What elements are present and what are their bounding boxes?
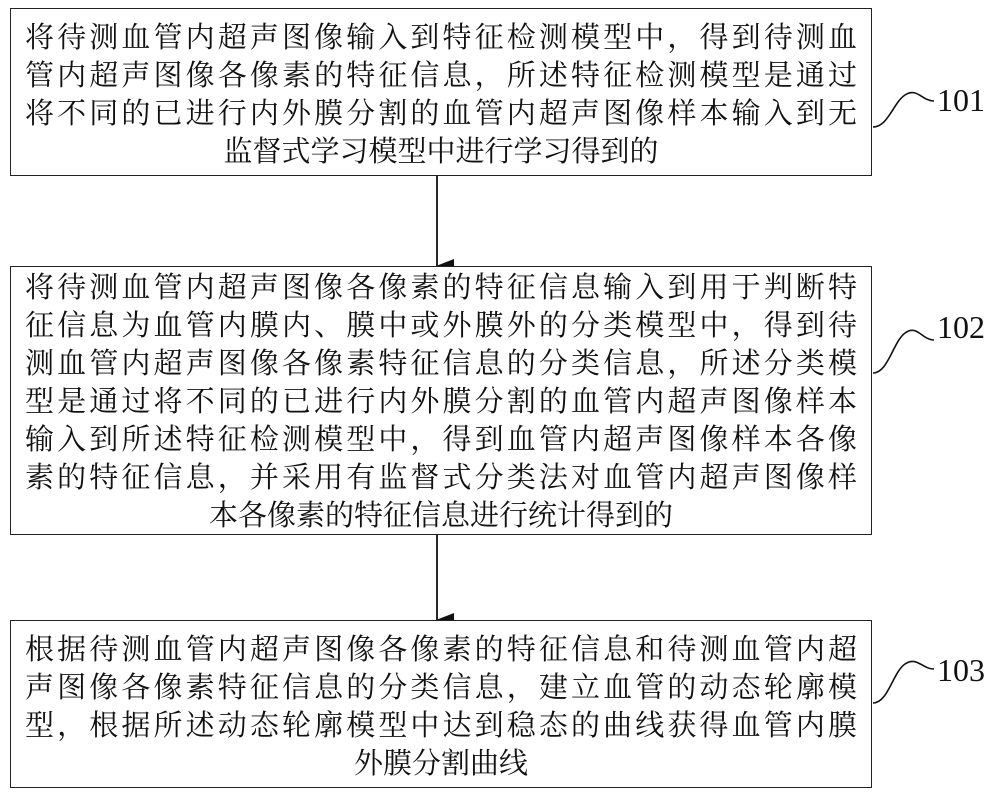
step-label-101: 101 — [937, 82, 985, 118]
step-103-line-2: 声图像各像素特征信息的分类信息，建立血管的动态轮廓模 — [25, 670, 857, 704]
step-label-102: 102 — [937, 309, 985, 345]
leader-curve-103 — [873, 661, 934, 703]
step-102-line-2: 征信息为血管内膜内、膜中或外膜外的分类模型中，得到待 — [25, 308, 857, 342]
step-102-line-1: 将待测血管内超声图像各像素的特征信息输入到用于判断特 — [25, 270, 857, 304]
step-102-line-6: 素的特征信息，并采用有监督式分类法对血管内超声图像样 — [25, 460, 857, 494]
step-101-line-3: 将不同的已进行内外膜分割的血管内超声图像样本输入到无 — [25, 96, 857, 130]
step-box-101 — [10, 8, 872, 176]
step-102-line-3: 测血管内超声图像各像素特征信息的分类信息，所述分类模 — [25, 346, 857, 380]
leader-curve-101 — [873, 93, 934, 127]
step-101-line-1: 将待测血管内超声图像输入到特征检测模型中，得到待测血 — [25, 20, 857, 54]
step-103-line-4: 外膜分割曲线 — [353, 746, 528, 780]
leader-curve-102 — [873, 330, 934, 373]
step-box-103 — [10, 620, 872, 788]
step-102-line-5: 输入到所述特征检测模型中，得到血管内超声图像样本各像 — [25, 422, 857, 456]
step-101-line-2: 管内超声图像各像素的特征信息，所述特征检测模型是通过 — [25, 58, 857, 92]
step-101-line-4: 监督式学习模型中进行学习得到的 — [223, 134, 659, 168]
step-102-line-4: 型是通过将不同的已进行内外膜分割的血管内超声图像样本 — [25, 384, 857, 418]
step-103-line-1: 根据待测血管内超声图像各像素的特征信息和待测血管内超 — [25, 632, 857, 666]
step-103-line-3: 型，根据所述动态轮廓模型中达到稳态的曲线获得血管内膜 — [25, 708, 857, 742]
step-102-line-7: 本各像素的特征信息进行统计得到的 — [208, 498, 673, 532]
step-box-102 — [10, 266, 872, 535]
step-label-103: 103 — [937, 652, 985, 688]
